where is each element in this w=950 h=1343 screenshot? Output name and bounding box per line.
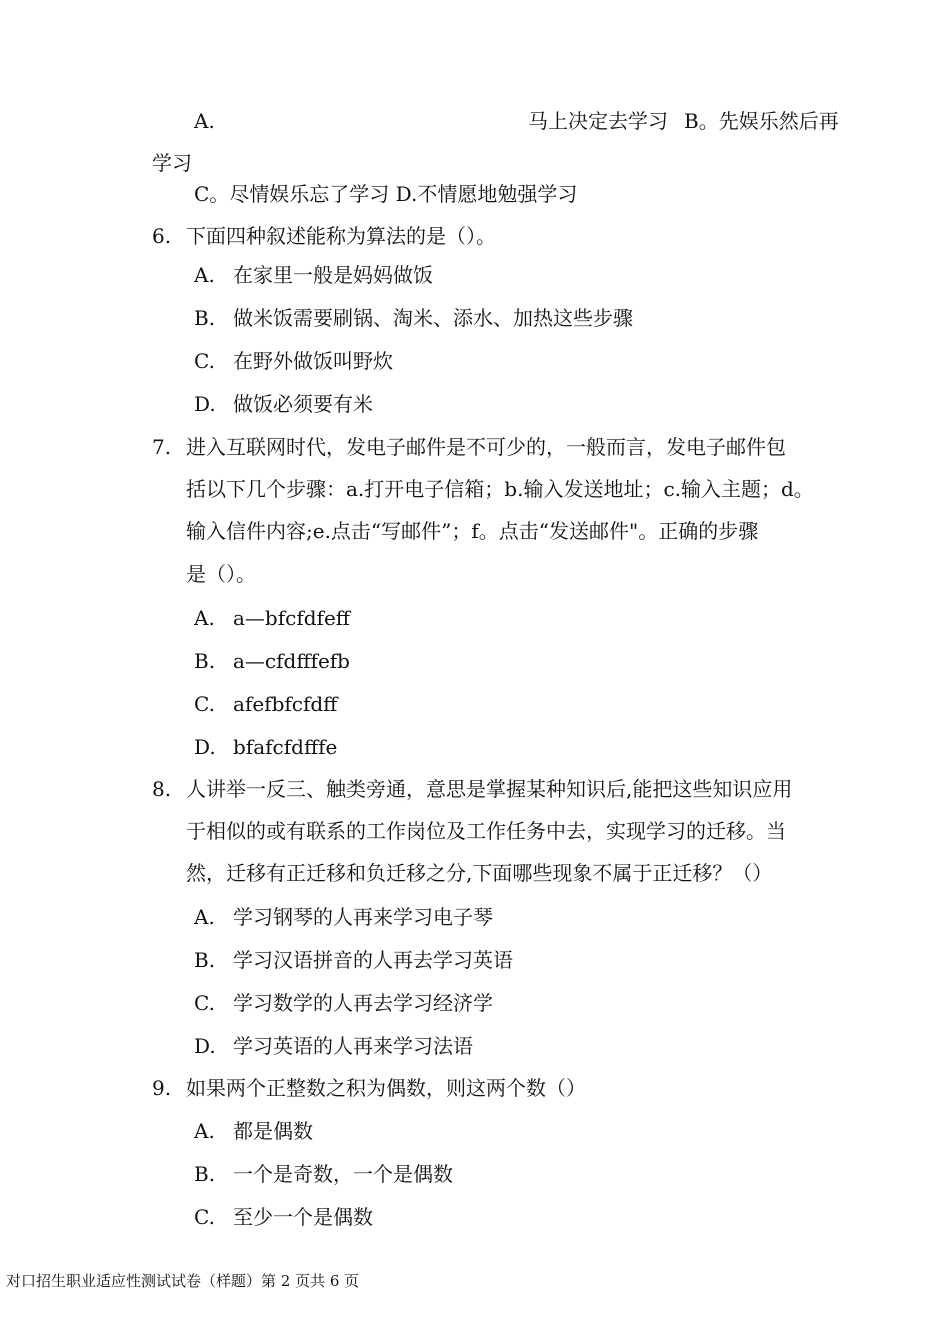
q6-option-b-label: B. <box>194 306 216 330</box>
q9-option-a-label: A. <box>194 1119 215 1143</box>
q7-stem-line-3: 输入信件内容;e.点击“写邮件”；f。点击“发送邮件"。正确的步骤 <box>186 519 759 543</box>
q7-option-c-label: C. <box>194 692 215 716</box>
q6-option-c-text: 在野外做饭叫野炊 <box>233 349 393 373</box>
q7-option-d-text: bfafcfdfffe <box>233 735 338 759</box>
q9-option-b-text: 一个是奇数，一个是偶数 <box>233 1162 453 1186</box>
q6-number: 6. <box>152 224 172 248</box>
q5-option-cd-text: C。尽情娱乐忘了学习 D.不情愿地勉强学习 <box>194 182 578 206</box>
q8-stem-line-1: 人讲举一反三、触类旁通，意思是掌握某种知识后,能把这些知识应用 <box>186 777 793 801</box>
q5-option-a-text: 马上决定去学习 <box>528 109 668 133</box>
q6-option-c-label: C. <box>194 349 215 373</box>
q6-stem: 下面四种叙述能称为算法的是（）。 <box>186 224 496 248</box>
q6-option-a-label: A. <box>194 263 215 287</box>
q8-option-b-text: 学习汉语拼音的人再去学习英语 <box>233 948 513 972</box>
q9-option-b-label: B. <box>194 1162 216 1186</box>
q6-option-d-text: 做饭必须要有米 <box>233 392 373 416</box>
page-footer: 对口招生职业适应性测试试卷（样题）第 2 页共 6 页 <box>6 1272 360 1290</box>
q8-option-c-label: C. <box>194 991 215 1015</box>
q7-option-a-text: a—bfcfdfeff <box>233 606 350 630</box>
q8-option-a-label: A. <box>194 905 215 929</box>
q8-stem-line-3: 然，迁移有正迁移和负迁移之分,下面哪些现象不属于正迁移？（） <box>186 861 773 885</box>
q6-option-b-text: 做米饭需要刷锅、淘米、添水、加热这些步骤 <box>233 306 633 330</box>
q8-number: 8. <box>152 777 172 801</box>
q6-option-a-text: 在家里一般是妈妈做饭 <box>233 263 433 287</box>
q8-option-a-text: 学习钢琴的人再来学习电子琴 <box>233 905 493 929</box>
q9-number: 9. <box>152 1076 172 1100</box>
q7-stem-line-4: 是（）。 <box>186 562 256 586</box>
q6-option-d-label: D. <box>194 392 216 416</box>
q7-option-a-label: A. <box>194 606 215 630</box>
q8-option-d-label: D. <box>194 1034 216 1058</box>
q9-option-c-text: 至少一个是偶数 <box>233 1205 373 1229</box>
q7-option-c-text: afefbfcfdff <box>233 692 338 716</box>
q7-number: 7. <box>152 435 172 459</box>
q8-option-b-label: B. <box>194 948 216 972</box>
q9-option-c-label: C. <box>194 1205 215 1229</box>
q5-option-a-label: A. <box>194 109 215 133</box>
q9-stem: 如果两个正整数之积为偶数，则这两个数（） <box>186 1076 586 1100</box>
q5-option-b-continuation: 学习 <box>152 151 192 175</box>
q7-stem-line-2: 括以下几个步骤：a.打开电子信箱；b.输入发送地址；c.输入主题；d。 <box>186 477 814 501</box>
q8-stem-line-2: 于相似的或有联系的工作岗位及工作任务中去，实现学习的迁移。当 <box>186 819 786 843</box>
q7-option-b-text: a—cfdfffefb <box>233 649 350 673</box>
q5-option-b-text: B。先娱乐然后再 <box>684 109 839 133</box>
q8-option-d-text: 学习英语的人再来学习法语 <box>233 1034 473 1058</box>
q7-stem-line-1: 进入互联网时代，发电子邮件是不可少的，一般而言，发电子邮件包 <box>186 435 786 459</box>
q9-option-a-text: 都是偶数 <box>233 1119 313 1143</box>
q7-option-b-label: B. <box>194 649 216 673</box>
q7-option-d-label: D. <box>194 735 216 759</box>
q8-option-c-text: 学习数学的人再去学习经济学 <box>233 991 493 1015</box>
